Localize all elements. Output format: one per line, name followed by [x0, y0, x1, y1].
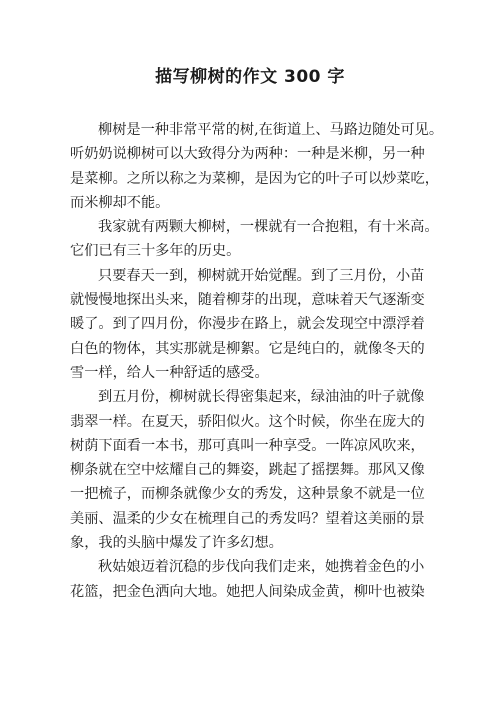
text-line: 一把梳子，而柳条就像少女的秀发，这种景象不就是一位 [70, 486, 425, 503]
text-line: 它们已有三十多年的历史。 [70, 243, 241, 260]
page-title: 描写柳树的作文 300 字 [155, 67, 345, 87]
text-line: 柳条就在空中炫耀自己的舞姿，跳起了摇摆舞。那风又像 [70, 462, 425, 479]
text-line: 是菜柳。之所以称之为菜柳，是因为它的叶子可以炒菜吃， [70, 170, 439, 187]
text-line: 花篮，把金色洒向大地。她把人间染成金黄，柳叶也被染 [70, 583, 425, 600]
text-line: 到五月份，柳树就长得密集起来，绿油油的叶子就像 [98, 389, 425, 406]
text-line: 柳树是一种非常平常的树,在街道上、马路边随处可见。 [98, 122, 444, 138]
text-line: 翡翠一样。在夏天，骄阳似火。这个时候，你坐在庞大的 [70, 413, 425, 430]
text-line: 树荫下面看一本书，那可真叫一种享受。一阵凉风吹来， [70, 437, 425, 454]
essay-body [70, 118, 444, 604]
text-line: 象，我的头脑中爆发了许多幻想。 [70, 535, 283, 552]
text-line: 我家就有两颗大柳树，一棵就有一合抱粗，有十米高。 [98, 219, 439, 236]
text-line: 而米柳却不能。 [70, 194, 170, 211]
text-line: 白色的物体，其实那就是柳絮。它是纯白的，就像冬天的 [70, 340, 425, 357]
text-line: 秋姑娘迈着沉稳的步伐向我们走来，她携着金色的小 [98, 559, 425, 576]
text-line: 暖了。到了四月份，你漫步在路上，就会发现空中漂浮着 [70, 316, 425, 333]
text-line: 雪一样，给人一种舒适的感受。 [70, 364, 269, 381]
text-line: 就慢慢地探出头来，随着柳芽的出现，意味着天气逐渐变 [70, 292, 425, 309]
text-line: 美丽、温柔的少女在梳理自己的秀发吗？望着这美丽的景 [70, 510, 425, 527]
text-line: 只要春天一到，柳树就开始觉醒。到了三月份，小苗 [98, 267, 425, 284]
text-line: 听奶奶说柳树可以大致得分为两种：一种是米柳，另一种 [70, 146, 425, 163]
